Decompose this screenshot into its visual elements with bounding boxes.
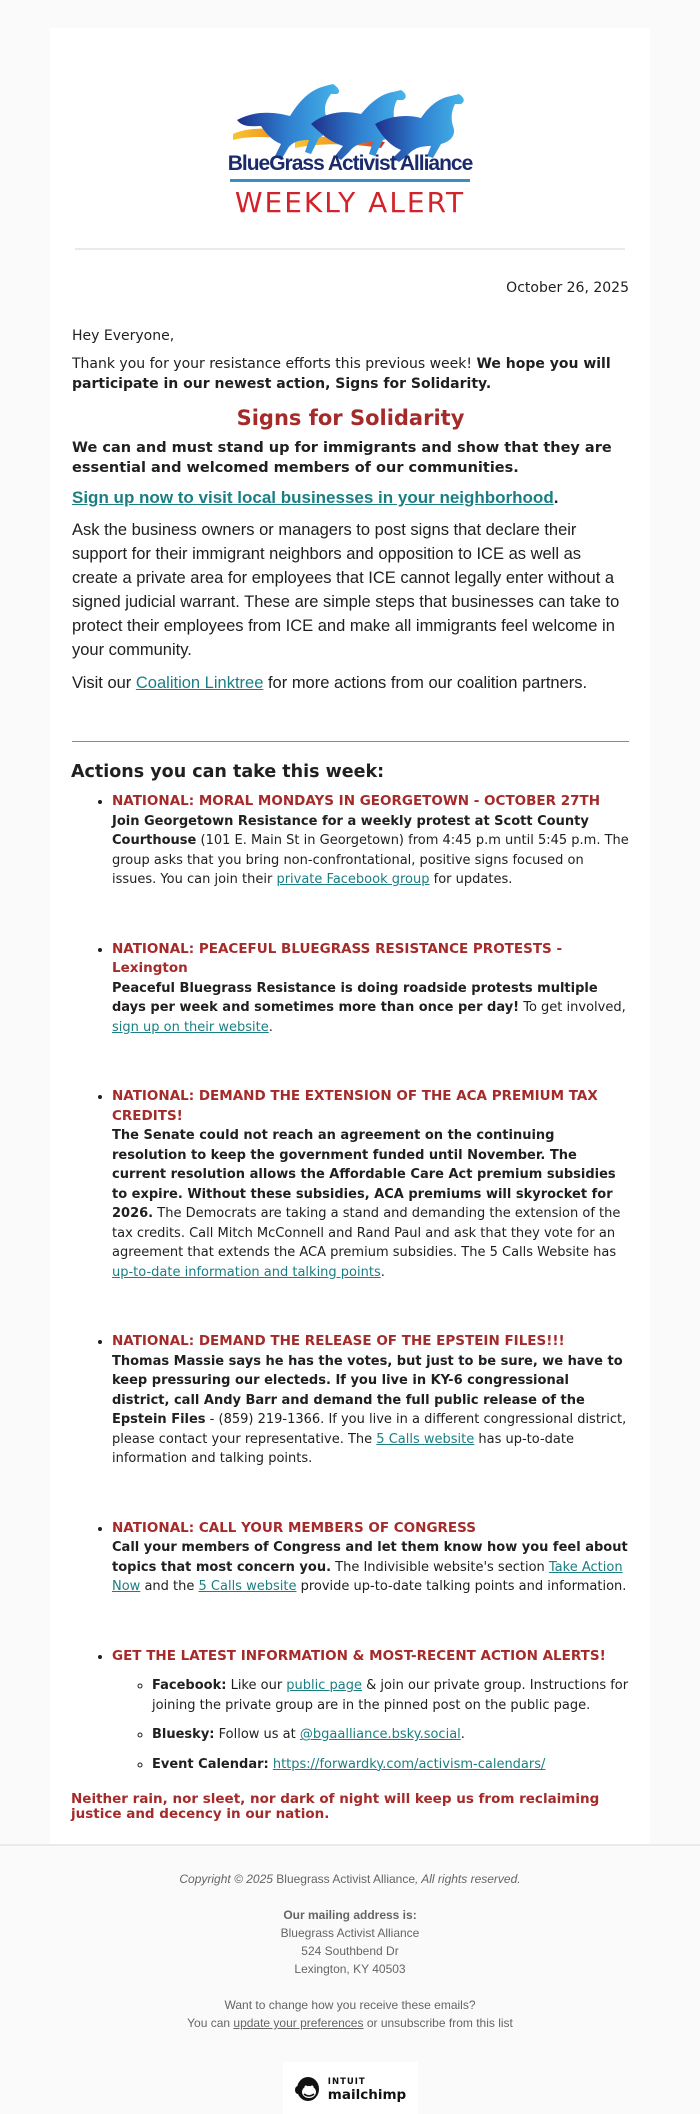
action-item <box>112 940 629 1038</box>
five-calls-link[interactable]: 5 Calls website <box>198 1579 297 1594</box>
mailchimp-monkey-icon <box>294 2073 322 2103</box>
action-title: NATIONAL: DEMAND THE RELEASE OF THE EPSTEIN FILES!!! <box>112 1333 565 1349</box>
signup-website-link[interactable]: sign up on their website <box>112 1019 269 1035</box>
action-item <box>112 1332 629 1469</box>
mailing-address-heading: Our mailing address is: <box>283 1908 417 1922</box>
actions-heading: Actions you can take this week: <box>71 762 385 782</box>
five-calls-link[interactable]: 5 Calls website <box>376 1431 475 1447</box>
address-line: Lexington, KY 40503 <box>294 1962 406 1976</box>
horses-logo-icon <box>215 60 485 220</box>
coalition-linktree-link[interactable]: Coalition Linktree <box>135 674 264 692</box>
action-suffix: for updates. <box>429 872 513 887</box>
action-bold: Peaceful Bluegrass Resistance is doing roadside protests multiple days per week and sometimes more than once per day! <box>112 980 598 1015</box>
email-body <box>50 280 650 1822</box>
signup-link[interactable]: Sign up now to visit local businesses in your neighborhood <box>72 488 554 507</box>
signup-paragraph <box>72 488 629 508</box>
feature-title: Signs for Solidarity <box>236 406 465 430</box>
action-title: NATIONAL: CALL YOUR MEMBERS OF CONGRESS <box>112 1519 476 1536</box>
closing-statement: Neither rain, nor sleet, nor dark of night will keep us from reclaiming justice and decency in our nation. <box>71 1791 600 1822</box>
action-item-latest <box>112 1647 629 1775</box>
action-bold: The Senate could not reach an agreement on the continuing resolution to keep the government funded until November. The current resolution allows the Affordable Care Act premium subsidies to expire. Without these subsidies, ACA premiums will skyrocket for 2026. <box>112 1128 616 1221</box>
logo-banner-text: WEEKLY ALERT <box>234 186 466 219</box>
action-middle: and the <box>140 1579 199 1594</box>
copyright-org: Bluegrass Activist Alliance <box>276 1872 416 1886</box>
action-bold: Call your members of Congress and let them know how you feel about topics that most concern you. <box>112 1540 628 1575</box>
bluesky-handle-link[interactable]: @bgaalliance.bsky.social <box>299 1727 461 1742</box>
preferences-line <box>0 2014 700 2032</box>
action-suffix: has up-to-date information and talking points. <box>112 1431 574 1466</box>
social-suffix: . <box>460 1727 465 1742</box>
mailchimp-wordmark <box>328 2074 406 2102</box>
feature-lead: We can and must stand up for immigrants and show that they are essential and welcomed members of our communities. <box>72 440 612 476</box>
intuit-text: INTUIT <box>327 2077 366 2087</box>
intro-paragraph <box>72 354 629 394</box>
action-bold: Join Georgetown Resistance for a weekly protest at Scott County Courthouse <box>112 813 589 848</box>
action-text: To get involved, <box>519 1000 626 1015</box>
action-title: GET THE LATEST INFORMATION & MOST-RECENT ACTION ALERTS! <box>112 1647 606 1664</box>
social-suffix: & join our private group. Instructions for joining the private group are in the pinned post on the public page. <box>152 1678 629 1713</box>
intro-plain: Thank you for your resistance efforts this previous week! <box>72 356 477 372</box>
action-item <box>112 792 629 890</box>
change-question: Want to change how you receive these emails? <box>224 1998 476 2012</box>
action-title: NATIONAL: PEACEFUL BLUEGRASS RESISTANCE PROTESTS - Lexington <box>112 940 563 976</box>
action-text: The Democrats are taking a stand and demanding the extension of the tax credits. Call Mitch McConnell and Rand Paul and ask that they vote for an agreement that extends the ACA premium subsidies. The 5 Calls Website has <box>112 1206 621 1260</box>
social-item-bluesky <box>152 1725 629 1745</box>
social-item-facebook <box>152 1676 629 1715</box>
facebook-group-link[interactable]: private Facebook group <box>276 872 430 887</box>
bluegrass-activist-alliance-logo <box>215 60 485 220</box>
action-suffix: provide up-to-date talking points and information. <box>296 1579 627 1594</box>
event-calendar-link[interactable]: https://forwardky.com/activism-calendars/ <box>272 1756 546 1772</box>
social-label: Bluesky: <box>152 1727 215 1742</box>
social-prefix: Like our <box>226 1678 287 1693</box>
visit-paragraph <box>72 674 629 693</box>
header-divider <box>75 248 625 250</box>
copyright-prefix: Copyright © 2025 <box>179 1872 277 1886</box>
action-text: (101 E. Main St in Georgetown) from 4:45 p.m until 5:45 p.m. The group asks that you bring non-confrontational, positive signs focused on issues. You can join their <box>112 833 629 887</box>
actions-list <box>72 792 629 1774</box>
issue-date: October 26, 2025 <box>506 280 629 296</box>
action-suffix: . <box>380 1264 385 1280</box>
social-item-calendar <box>152 1755 629 1775</box>
action-suffix: . <box>268 1019 273 1035</box>
action-item <box>112 1087 629 1282</box>
email-header <box>50 28 650 224</box>
talking-points-link[interactable]: up-to-date information and talking points <box>112 1264 381 1280</box>
change-prefix: You can <box>187 2016 234 2030</box>
facebook-public-page-link[interactable]: public page <box>286 1678 363 1693</box>
address-line: Bluegrass Activist Alliance <box>280 1926 420 1940</box>
copyright <box>0 1870 700 1888</box>
update-preferences-link[interactable]: update your preferences <box>233 2016 364 2030</box>
email-footer <box>0 1846 700 2114</box>
logo-org-name: BlueGrass Activist Alliance <box>227 152 473 175</box>
email-card <box>50 28 650 1844</box>
action-bold: Thomas Massie says he has the votes, but just to be sure, we have to keep pressuring our electeds. If you live in KY-6 congressional district, call Andy Barr and demand the full public release of the Epstein Files <box>112 1353 623 1427</box>
mailchimp-text: mailchimp <box>327 2087 407 2103</box>
take-action-now-link[interactable]: Take Action Now <box>112 1559 623 1594</box>
mailchimp-badge[interactable] <box>283 2062 418 2114</box>
social-label: Facebook: <box>152 1678 227 1693</box>
intro-bold: We hope you will participate in our newest action, Signs for Solidarity. <box>72 356 611 392</box>
address-line: 524 Southbend Dr <box>301 1944 399 1958</box>
signup-suffix: . <box>553 488 559 507</box>
social-list <box>112 1676 629 1774</box>
social-prefix: Follow us at <box>214 1727 300 1742</box>
greeting: Hey Everyone, <box>72 328 175 344</box>
action-title: NATIONAL: MORAL MONDAYS IN GEORGETOWN - OCTOBER 27TH <box>112 793 601 809</box>
social-label: Event Calendar: <box>152 1756 269 1772</box>
action-text: - (859) 219-1366. If you live in a different congressional district, please contact your representative. The <box>112 1412 627 1447</box>
action-item <box>112 1519 629 1597</box>
action-text: The Indivisible website's section <box>331 1559 549 1575</box>
visit-suffix: for more actions from our coalition partners. <box>263 674 588 692</box>
section-divider <box>72 741 629 742</box>
copyright-suffix: , All rights reserved. <box>415 1872 521 1886</box>
feature-description: Ask the business owners or managers to post signs that declare their support for their immigrant neighbors and opposition to ICE as well as create a private area for employees that ICE cannot legally enter without a signed judicial warrant. These are simple steps that businesses can take to protect their employees from ICE and make all immigrants feel welcome in your community. <box>72 521 620 659</box>
visit-prefix: Visit our <box>72 674 136 692</box>
action-title: NATIONAL: DEMAND THE EXTENSION OF THE ACA PREMIUM TAX CREDITS! <box>112 1088 598 1124</box>
change-suffix: or unsubscribe from this list <box>363 2016 513 2030</box>
